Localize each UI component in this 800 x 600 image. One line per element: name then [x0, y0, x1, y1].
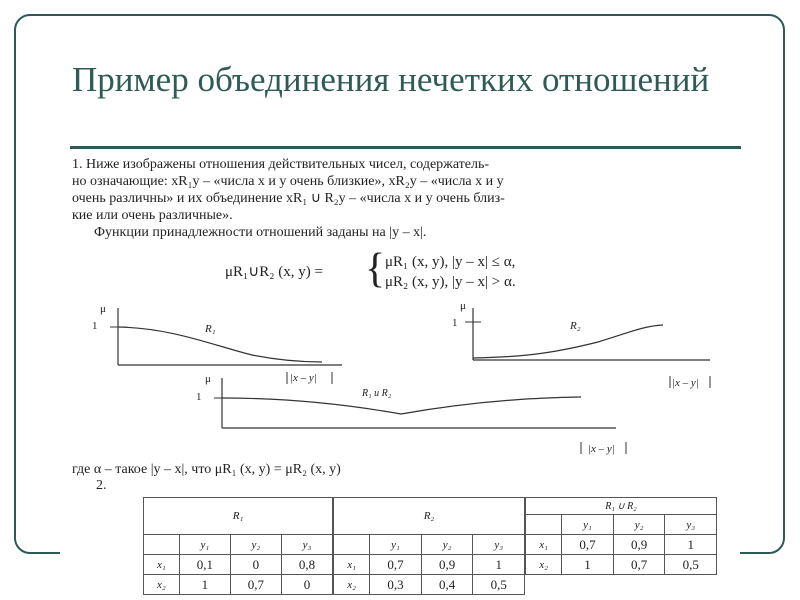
column-header: y₁: [179, 535, 230, 555]
table-corner: [334, 535, 370, 555]
paragraph-line: очень различны» и их объединение xR₁ ∪ R₂y – «числа x и y очень близ-: [72, 191, 505, 206]
table-cell: 0,8: [281, 555, 332, 575]
column-header: y₂: [230, 535, 281, 555]
row-header: x₁: [526, 535, 562, 555]
table-r2: [333, 497, 525, 595]
paragraph-line: Функции принадлежности отношений заданы на |y – x|.: [94, 225, 427, 240]
axis-label-r2: |x – y|: [672, 377, 699, 389]
table-cell: 0,4: [421, 575, 473, 595]
column-header: y₂: [421, 535, 473, 555]
column-header: y₃: [473, 535, 525, 555]
row-header: x₁: [334, 555, 370, 575]
table-row: [526, 555, 717, 575]
formula-brace: {: [365, 246, 386, 292]
table-cell: 0,3: [370, 575, 422, 595]
formula-lhs: μR₁∪R₂ (x, y) =: [225, 264, 323, 280]
table-row: [334, 575, 525, 595]
r1-curve-label: R₁: [205, 323, 216, 335]
row-header: x₂: [526, 555, 562, 575]
graph-union: [196, 370, 646, 460]
table-cell: 0,7: [562, 535, 614, 555]
paragraph-line: кие или очень различные».: [72, 208, 233, 223]
mu-label-r1: μ: [100, 303, 106, 315]
column-header: y₂: [613, 515, 665, 535]
table-cell: 0: [281, 575, 332, 595]
table-row: [144, 575, 333, 595]
one-label-union: 1: [196, 391, 202, 403]
table-cell: 0,1: [179, 555, 230, 575]
table-caption: R₁: [144, 498, 333, 535]
table-corner: [526, 515, 562, 535]
one-label-r1: 1: [92, 320, 98, 332]
mu-label-r2: μ: [460, 300, 466, 312]
table-cell: 0,5: [473, 575, 525, 595]
table-cell: 0,7: [613, 555, 665, 575]
column-header: y₃: [281, 535, 332, 555]
table-cell: 0,9: [613, 535, 665, 555]
formula-case-1: μR₁ (x, y), |y – x| ≤ α,: [385, 254, 516, 270]
table-row: [526, 535, 717, 555]
table-r1: [143, 497, 333, 595]
intro-paragraph: [72, 156, 505, 241]
one-label-r2: 1: [452, 317, 458, 329]
row-header: x₁: [144, 555, 180, 575]
table-cell: 0,9: [421, 555, 473, 575]
table-caption: R₁ ∪ R₂: [526, 498, 717, 515]
table-row: [334, 555, 525, 575]
mu-label-union: μ: [205, 373, 211, 385]
column-header: y₃: [665, 515, 717, 535]
table-cell: 0: [230, 555, 281, 575]
table-cell: 0,7: [230, 575, 281, 595]
axis-label-union: |x – y|: [588, 443, 615, 455]
column-header: y₁: [562, 515, 614, 535]
column-header: y₁: [370, 535, 422, 555]
table-union: [525, 497, 717, 575]
table-cell: 1: [562, 555, 614, 575]
table-cell: 0,7: [370, 555, 422, 575]
paragraph-line: 1. Ниже изображены отношения действительных чисел, содержатель-: [72, 157, 490, 172]
r2-curve-label: R₂: [570, 320, 581, 332]
table-row: [144, 555, 333, 575]
table-cell: 1: [665, 535, 717, 555]
slide-title: Пример объединения нечетких отношений: [72, 60, 710, 99]
title-divider: [70, 146, 741, 149]
row-header: x₂: [144, 575, 180, 595]
alpha-definition: где α – такое |y – x|, что μR₁ (x, y) = μR₂ (x, y): [72, 462, 341, 477]
paragraph-line: но означающие: xR₁y – «числа x и y очень близкие», xR₂y – «числа x и y: [72, 174, 504, 189]
table-corner: [144, 535, 180, 555]
formula-case-2: μR₂ (x, y), |y – x| > α.: [385, 274, 516, 290]
table-cell: 1: [179, 575, 230, 595]
item-two-label: 2.: [96, 478, 107, 493]
row-header: x₂: [334, 575, 370, 595]
table-cell: 1: [473, 555, 525, 575]
table-cell: 0,5: [665, 555, 717, 575]
table-caption: R₂: [334, 498, 525, 535]
axis-label-r1: |x – y|: [290, 372, 317, 384]
union-curve-label: R₁ и R₂: [362, 388, 392, 399]
